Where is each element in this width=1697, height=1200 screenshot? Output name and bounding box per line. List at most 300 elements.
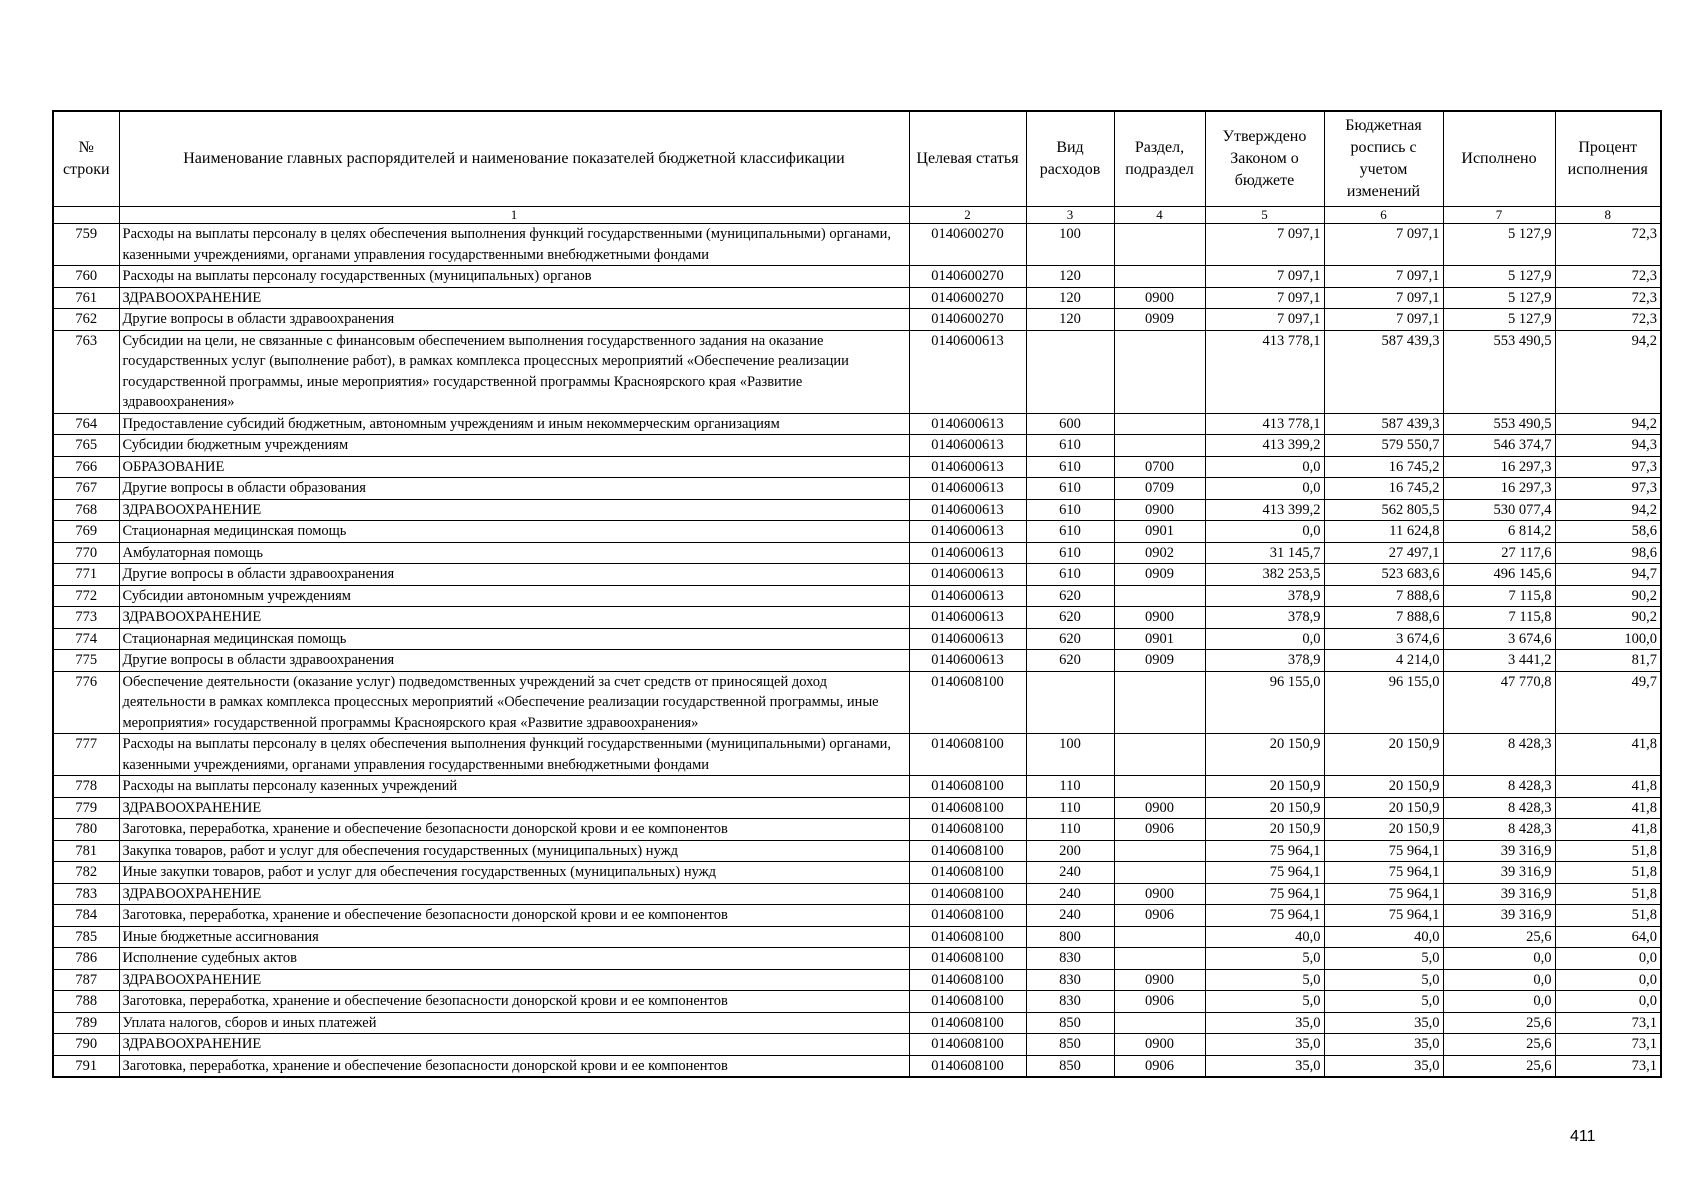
approved-cell: 35,0 xyxy=(1205,1055,1324,1077)
target-article-cell: 0140600613 xyxy=(909,413,1026,435)
column-number: 8 xyxy=(1555,207,1661,224)
table-row xyxy=(53,521,1661,543)
header-section: Раздел, подраздел xyxy=(1114,111,1205,207)
percent-cell: 73,1 xyxy=(1555,1034,1661,1056)
row-name-cell: Стационарная медицинская помощь xyxy=(119,521,909,543)
section-cell: 0900 xyxy=(1114,499,1205,521)
section-cell: 0901 xyxy=(1114,521,1205,543)
approved-cell: 75 964,1 xyxy=(1205,905,1324,927)
budget-list-cell: 75 964,1 xyxy=(1324,862,1443,884)
section-cell: 0909 xyxy=(1114,650,1205,672)
percent-cell: 72,3 xyxy=(1555,309,1661,331)
expense-type-cell: 830 xyxy=(1026,948,1114,970)
section-cell: 0900 xyxy=(1114,1034,1205,1056)
budget-list-cell: 35,0 xyxy=(1324,1055,1443,1077)
row-number-cell: 774 xyxy=(53,628,119,650)
section-cell: 0901 xyxy=(1114,628,1205,650)
expense-type-cell: 610 xyxy=(1026,499,1114,521)
target-article-cell: 0140600613 xyxy=(909,330,1026,413)
budget-list-cell: 7 888,6 xyxy=(1324,607,1443,629)
section-cell xyxy=(1114,266,1205,288)
expense-type-cell: 110 xyxy=(1026,797,1114,819)
target-article-cell: 0140600270 xyxy=(909,287,1026,309)
executed-cell: 6 814,2 xyxy=(1443,521,1555,543)
table-row xyxy=(53,287,1661,309)
row-number-cell: 781 xyxy=(53,840,119,862)
target-article-cell: 0140608100 xyxy=(909,969,1026,991)
percent-cell: 97,3 xyxy=(1555,478,1661,500)
target-article-cell: 0140600613 xyxy=(909,478,1026,500)
budget-list-cell: 562 805,5 xyxy=(1324,499,1443,521)
executed-cell: 8 428,3 xyxy=(1443,734,1555,776)
budget-list-cell: 11 624,8 xyxy=(1324,521,1443,543)
section-cell: 0900 xyxy=(1114,607,1205,629)
percent-cell: 94,2 xyxy=(1555,330,1661,413)
header-percent: Процент исполнения xyxy=(1555,111,1661,207)
row-number-cell: 775 xyxy=(53,650,119,672)
row-number-cell: 787 xyxy=(53,969,119,991)
row-name-cell: Другие вопросы в области здравоохранения xyxy=(119,309,909,331)
executed-cell: 0,0 xyxy=(1443,969,1555,991)
percent-cell: 41,8 xyxy=(1555,797,1661,819)
executed-cell: 8 428,3 xyxy=(1443,797,1555,819)
table-row xyxy=(53,330,1661,413)
row-number-cell: 778 xyxy=(53,776,119,798)
row-number-cell: 764 xyxy=(53,413,119,435)
row-number-cell: 760 xyxy=(53,266,119,288)
approved-cell: 75 964,1 xyxy=(1205,840,1324,862)
section-cell xyxy=(1114,435,1205,457)
row-number-cell: 771 xyxy=(53,564,119,586)
row-name-cell: Расходы на выплаты персоналу в целях обеспечения выполнения функций государственными (муниципальными) органами, казенными учреждениями, органами управления государственными внебюджетными фондами xyxy=(119,224,909,266)
budget-list-cell: 16 745,2 xyxy=(1324,456,1443,478)
target-article-cell: 0140608100 xyxy=(909,905,1026,927)
table-row xyxy=(53,266,1661,288)
row-number-cell: 762 xyxy=(53,309,119,331)
header-target-article: Целевая статья xyxy=(909,111,1026,207)
table-row xyxy=(53,862,1661,884)
table-row xyxy=(53,650,1661,672)
approved-cell: 413 778,1 xyxy=(1205,413,1324,435)
row-name-cell: ЗДРАВООХРАНЕНИЕ xyxy=(119,969,909,991)
row-number-cell: 769 xyxy=(53,521,119,543)
row-number-cell: 763 xyxy=(53,330,119,413)
row-number-cell: 770 xyxy=(53,542,119,564)
target-article-cell: 0140600613 xyxy=(909,435,1026,457)
row-number-cell: 761 xyxy=(53,287,119,309)
executed-cell: 5 127,9 xyxy=(1443,266,1555,288)
budget-list-cell: 523 683,6 xyxy=(1324,564,1443,586)
executed-cell: 530 077,4 xyxy=(1443,499,1555,521)
section-cell: 0900 xyxy=(1114,797,1205,819)
executed-cell: 3 674,6 xyxy=(1443,628,1555,650)
approved-cell: 0,0 xyxy=(1205,478,1324,500)
row-number-cell: 765 xyxy=(53,435,119,457)
percent-cell: 0,0 xyxy=(1555,948,1661,970)
section-cell: 0902 xyxy=(1114,542,1205,564)
column-number: 7 xyxy=(1443,207,1555,224)
approved-cell: 0,0 xyxy=(1205,456,1324,478)
budget-list-cell: 16 745,2 xyxy=(1324,478,1443,500)
row-number-cell: 780 xyxy=(53,819,119,841)
expense-type-cell: 240 xyxy=(1026,883,1114,905)
section-cell: 0906 xyxy=(1114,905,1205,927)
expense-type-cell: 120 xyxy=(1026,266,1114,288)
row-name-cell: ЗДРАВООХРАНЕНИЕ xyxy=(119,797,909,819)
expense-type-cell: 240 xyxy=(1026,905,1114,927)
budget-list-cell: 587 439,3 xyxy=(1324,413,1443,435)
section-cell: 0906 xyxy=(1114,819,1205,841)
percent-cell: 94,3 xyxy=(1555,435,1661,457)
percent-cell: 72,3 xyxy=(1555,224,1661,266)
row-name-cell: Предоставление субсидий бюджетным, автономным учреждениям и иным некоммерческим организациям xyxy=(119,413,909,435)
section-cell xyxy=(1114,862,1205,884)
budget-list-cell: 75 964,1 xyxy=(1324,883,1443,905)
table-row xyxy=(53,840,1661,862)
approved-cell: 378,9 xyxy=(1205,650,1324,672)
percent-cell: 41,8 xyxy=(1555,819,1661,841)
approved-cell: 413 399,2 xyxy=(1205,435,1324,457)
approved-cell: 20 150,9 xyxy=(1205,797,1324,819)
table-row xyxy=(53,1012,1661,1034)
expense-type-cell: 120 xyxy=(1026,287,1114,309)
expense-type-cell: 620 xyxy=(1026,628,1114,650)
budget-execution-table xyxy=(52,110,1662,1078)
percent-cell: 58,6 xyxy=(1555,521,1661,543)
executed-cell: 27 117,6 xyxy=(1443,542,1555,564)
target-article-cell: 0140600270 xyxy=(909,224,1026,266)
header-budget-list: Бюджетная роспись с учетом изменений xyxy=(1324,111,1443,207)
budget-list-cell: 75 964,1 xyxy=(1324,905,1443,927)
section-cell: 0900 xyxy=(1114,883,1205,905)
percent-cell: 51,8 xyxy=(1555,905,1661,927)
header-expense-type: Вид расходов xyxy=(1026,111,1114,207)
target-article-cell: 0140608100 xyxy=(909,671,1026,734)
section-cell xyxy=(1114,776,1205,798)
row-number-cell: 779 xyxy=(53,797,119,819)
row-number-cell: 767 xyxy=(53,478,119,500)
target-article-cell: 0140608100 xyxy=(909,797,1026,819)
row-name-cell: Закупка товаров, работ и услуг для обеспечения государственных (муниципальных) нужд xyxy=(119,840,909,862)
executed-cell: 546 374,7 xyxy=(1443,435,1555,457)
target-article-cell: 0140608100 xyxy=(909,862,1026,884)
table-row xyxy=(53,926,1661,948)
percent-cell: 64,0 xyxy=(1555,926,1661,948)
row-name-cell: Другие вопросы в области здравоохранения xyxy=(119,650,909,672)
expense-type-cell: 850 xyxy=(1026,1034,1114,1056)
row-number-cell: 791 xyxy=(53,1055,119,1077)
row-name-cell: Субсидии автономным учреждениям xyxy=(119,585,909,607)
row-number-cell: 759 xyxy=(53,224,119,266)
row-name-cell: Заготовка, переработка, хранение и обеспечение безопасности донорской крови и ее компонентов xyxy=(119,1055,909,1077)
percent-cell: 72,3 xyxy=(1555,287,1661,309)
table-row xyxy=(53,478,1661,500)
table-row xyxy=(53,797,1661,819)
executed-cell: 5 127,9 xyxy=(1443,309,1555,331)
budget-list-cell: 3 674,6 xyxy=(1324,628,1443,650)
target-article-cell: 0140600613 xyxy=(909,521,1026,543)
row-name-cell: Заготовка, переработка, хранение и обеспечение безопасности донорской крови и ее компонентов xyxy=(119,991,909,1013)
table-row xyxy=(53,883,1661,905)
expense-type-cell: 610 xyxy=(1026,521,1114,543)
budget-list-cell: 75 964,1 xyxy=(1324,840,1443,862)
executed-cell: 7 115,8 xyxy=(1443,607,1555,629)
budget-list-cell: 35,0 xyxy=(1324,1034,1443,1056)
approved-cell: 0,0 xyxy=(1205,521,1324,543)
executed-cell: 25,6 xyxy=(1443,1012,1555,1034)
row-name-cell: Заготовка, переработка, хранение и обеспечение безопасности донорской крови и ее компонентов xyxy=(119,905,909,927)
budget-list-cell: 20 150,9 xyxy=(1324,797,1443,819)
percent-cell: 94,7 xyxy=(1555,564,1661,586)
column-number: 5 xyxy=(1205,207,1324,224)
percent-cell: 94,2 xyxy=(1555,499,1661,521)
column-number: 4 xyxy=(1114,207,1205,224)
row-number-cell: 790 xyxy=(53,1034,119,1056)
column-number: 2 xyxy=(909,207,1026,224)
approved-cell: 31 145,7 xyxy=(1205,542,1324,564)
approved-cell: 5,0 xyxy=(1205,991,1324,1013)
percent-cell: 73,1 xyxy=(1555,1012,1661,1034)
section-cell xyxy=(1114,734,1205,776)
target-article-cell: 0140608100 xyxy=(909,840,1026,862)
expense-type-cell: 100 xyxy=(1026,224,1114,266)
expense-type-cell xyxy=(1026,671,1114,734)
expense-type-cell: 610 xyxy=(1026,435,1114,457)
section-cell xyxy=(1114,926,1205,948)
budget-list-cell: 7 888,6 xyxy=(1324,585,1443,607)
row-number-cell: 772 xyxy=(53,585,119,607)
expense-type-cell: 800 xyxy=(1026,926,1114,948)
page-number: 411 xyxy=(1570,1128,1596,1145)
executed-cell: 496 145,6 xyxy=(1443,564,1555,586)
executed-cell: 5 127,9 xyxy=(1443,224,1555,266)
table-row xyxy=(53,905,1661,927)
expense-type-cell: 850 xyxy=(1026,1012,1114,1034)
expense-type-cell xyxy=(1026,330,1114,413)
target-article-cell: 0140600270 xyxy=(909,309,1026,331)
section-cell: 0709 xyxy=(1114,478,1205,500)
table-row xyxy=(53,564,1661,586)
approved-cell: 378,9 xyxy=(1205,607,1324,629)
approved-cell: 5,0 xyxy=(1205,969,1324,991)
target-article-cell: 0140608100 xyxy=(909,1034,1026,1056)
executed-cell: 25,6 xyxy=(1443,1055,1555,1077)
approved-cell: 7 097,1 xyxy=(1205,287,1324,309)
expense-type-cell: 200 xyxy=(1026,840,1114,862)
budget-list-cell: 20 150,9 xyxy=(1324,819,1443,841)
row-name-cell: ЗДРАВООХРАНЕНИЕ xyxy=(119,607,909,629)
table-row xyxy=(53,499,1661,521)
row-number-cell: 784 xyxy=(53,905,119,927)
percent-cell: 41,8 xyxy=(1555,776,1661,798)
row-name-cell: Иные бюджетные ассигнования xyxy=(119,926,909,948)
percent-cell: 0,0 xyxy=(1555,969,1661,991)
row-number-cell: 782 xyxy=(53,862,119,884)
percent-cell: 81,7 xyxy=(1555,650,1661,672)
budget-list-cell: 20 150,9 xyxy=(1324,734,1443,776)
target-article-cell: 0140608100 xyxy=(909,883,1026,905)
approved-cell: 20 150,9 xyxy=(1205,776,1324,798)
section-cell xyxy=(1114,330,1205,413)
approved-cell: 7 097,1 xyxy=(1205,309,1324,331)
section-cell xyxy=(1114,585,1205,607)
percent-cell: 90,2 xyxy=(1555,607,1661,629)
expense-type-cell: 610 xyxy=(1026,456,1114,478)
row-name-cell: ЗДРАВООХРАНЕНИЕ xyxy=(119,883,909,905)
budget-list-cell: 4 214,0 xyxy=(1324,650,1443,672)
target-article-cell: 0140600613 xyxy=(909,499,1026,521)
table-row xyxy=(53,456,1661,478)
row-name-cell: Стационарная медицинская помощь xyxy=(119,628,909,650)
expense-type-cell: 240 xyxy=(1026,862,1114,884)
table-row xyxy=(53,1055,1661,1077)
expense-type-cell: 620 xyxy=(1026,607,1114,629)
target-article-cell: 0140608100 xyxy=(909,991,1026,1013)
expense-type-cell: 100 xyxy=(1026,734,1114,776)
table-row xyxy=(53,628,1661,650)
approved-cell: 75 964,1 xyxy=(1205,883,1324,905)
row-name-cell: ОБРАЗОВАНИЕ xyxy=(119,456,909,478)
row-number-cell: 788 xyxy=(53,991,119,1013)
table-row xyxy=(53,542,1661,564)
approved-cell: 35,0 xyxy=(1205,1034,1324,1056)
header-executed: Исполнено xyxy=(1443,111,1555,207)
expense-type-cell: 110 xyxy=(1026,776,1114,798)
budget-list-cell: 7 097,1 xyxy=(1324,224,1443,266)
executed-cell: 39 316,9 xyxy=(1443,905,1555,927)
section-cell: 0700 xyxy=(1114,456,1205,478)
header-name: Наименование главных распорядителей и наименование показателей бюджетной классификации xyxy=(119,111,909,207)
expense-type-cell: 830 xyxy=(1026,991,1114,1013)
percent-cell: 100,0 xyxy=(1555,628,1661,650)
table-row xyxy=(53,671,1661,734)
column-number: 1 xyxy=(119,207,909,224)
expense-type-cell: 620 xyxy=(1026,650,1114,672)
executed-cell: 47 770,8 xyxy=(1443,671,1555,734)
table-row xyxy=(53,585,1661,607)
column-number xyxy=(53,207,119,224)
row-number-cell: 777 xyxy=(53,734,119,776)
row-name-cell: Амбулаторная помощь xyxy=(119,542,909,564)
approved-cell: 75 964,1 xyxy=(1205,862,1324,884)
target-article-cell: 0140608100 xyxy=(909,1012,1026,1034)
approved-cell: 7 097,1 xyxy=(1205,224,1324,266)
expense-type-cell: 610 xyxy=(1026,542,1114,564)
expense-type-cell: 600 xyxy=(1026,413,1114,435)
expense-type-cell: 850 xyxy=(1026,1055,1114,1077)
approved-cell: 40,0 xyxy=(1205,926,1324,948)
executed-cell: 16 297,3 xyxy=(1443,456,1555,478)
table-row xyxy=(53,1034,1661,1056)
budget-list-cell: 7 097,1 xyxy=(1324,309,1443,331)
expense-type-cell: 610 xyxy=(1026,478,1114,500)
percent-cell: 73,1 xyxy=(1555,1055,1661,1077)
target-article-cell: 0140608100 xyxy=(909,948,1026,970)
target-article-cell: 0140600613 xyxy=(909,542,1026,564)
section-cell xyxy=(1114,671,1205,734)
row-name-cell: Иные закупки товаров, работ и услуг для обеспечения государственных (муниципальных) нужд xyxy=(119,862,909,884)
table-row xyxy=(53,948,1661,970)
percent-cell: 98,6 xyxy=(1555,542,1661,564)
executed-cell: 16 297,3 xyxy=(1443,478,1555,500)
percent-cell: 94,2 xyxy=(1555,413,1661,435)
executed-cell: 8 428,3 xyxy=(1443,819,1555,841)
percent-cell: 90,2 xyxy=(1555,585,1661,607)
table-row xyxy=(53,819,1661,841)
target-article-cell: 0140608100 xyxy=(909,1055,1026,1077)
target-article-cell: 0140600613 xyxy=(909,628,1026,650)
row-number-cell: 783 xyxy=(53,883,119,905)
budget-list-cell: 5,0 xyxy=(1324,969,1443,991)
header-row-number: № строки xyxy=(53,111,119,207)
section-cell: 0909 xyxy=(1114,564,1205,586)
row-number-cell: 776 xyxy=(53,671,119,734)
row-name-cell: ЗДРАВООХРАНЕНИЕ xyxy=(119,287,909,309)
budget-list-cell: 5,0 xyxy=(1324,948,1443,970)
approved-cell: 378,9 xyxy=(1205,585,1324,607)
table-row xyxy=(53,991,1661,1013)
target-article-cell: 0140600613 xyxy=(909,456,1026,478)
row-name-cell: Субсидии бюджетным учреждениям xyxy=(119,435,909,457)
executed-cell: 0,0 xyxy=(1443,948,1555,970)
budget-list-cell: 7 097,1 xyxy=(1324,266,1443,288)
section-cell xyxy=(1114,1012,1205,1034)
approved-cell: 20 150,9 xyxy=(1205,734,1324,776)
percent-cell: 0,0 xyxy=(1555,991,1661,1013)
section-cell xyxy=(1114,840,1205,862)
approved-cell: 5,0 xyxy=(1205,948,1324,970)
budget-list-cell: 27 497,1 xyxy=(1324,542,1443,564)
percent-cell: 97,3 xyxy=(1555,456,1661,478)
executed-cell: 25,6 xyxy=(1443,926,1555,948)
section-cell: 0906 xyxy=(1114,1055,1205,1077)
row-name-cell: Расходы на выплаты персоналу государственных (муниципальных) органов xyxy=(119,266,909,288)
target-article-cell: 0140608100 xyxy=(909,776,1026,798)
executed-cell: 7 115,8 xyxy=(1443,585,1555,607)
expense-type-cell: 120 xyxy=(1026,309,1114,331)
row-number-cell: 789 xyxy=(53,1012,119,1034)
approved-cell: 35,0 xyxy=(1205,1012,1324,1034)
table-body xyxy=(53,224,1661,1078)
target-article-cell: 0140600613 xyxy=(909,585,1026,607)
executed-cell: 553 490,5 xyxy=(1443,413,1555,435)
percent-cell: 51,8 xyxy=(1555,883,1661,905)
budget-list-cell: 587 439,3 xyxy=(1324,330,1443,413)
column-number: 3 xyxy=(1026,207,1114,224)
percent-cell: 49,7 xyxy=(1555,671,1661,734)
target-article-cell: 0140608100 xyxy=(909,734,1026,776)
percent-cell: 72,3 xyxy=(1555,266,1661,288)
row-name-cell: Субсидии на цели, не связанные с финансовым обеспечением выполнения государственного задания на оказание государственных услуг (выполнение работ), в рамках комплекса процессных мероприятий «Обеспечение реализации государственной программы, иные мероприятия» государственной программы Красноярского края «Развитие здравоохранения» xyxy=(119,330,909,413)
budget-list-cell: 5,0 xyxy=(1324,991,1443,1013)
table-row xyxy=(53,969,1661,991)
row-name-cell: Уплата налогов, сборов и иных платежей xyxy=(119,1012,909,1034)
row-name-cell: ЗДРАВООХРАНЕНИЕ xyxy=(119,1034,909,1056)
target-article-cell: 0140600270 xyxy=(909,266,1026,288)
column-number-row xyxy=(53,207,1661,224)
section-cell: 0906 xyxy=(1114,991,1205,1013)
executed-cell: 25,6 xyxy=(1443,1034,1555,1056)
budget-list-cell: 96 155,0 xyxy=(1324,671,1443,734)
section-cell xyxy=(1114,224,1205,266)
target-article-cell: 0140608100 xyxy=(909,819,1026,841)
row-name-cell: Исполнение судебных актов xyxy=(119,948,909,970)
approved-cell: 382 253,5 xyxy=(1205,564,1324,586)
executed-cell: 39 316,9 xyxy=(1443,862,1555,884)
section-cell: 0909 xyxy=(1114,309,1205,331)
budget-list-cell: 579 550,7 xyxy=(1324,435,1443,457)
row-name-cell: Расходы на выплаты персоналу в целях обеспечения выполнения функций государственными (муниципальными) органами, казенными учреждениями, органами управления государственными внебюджетными фондами xyxy=(119,734,909,776)
